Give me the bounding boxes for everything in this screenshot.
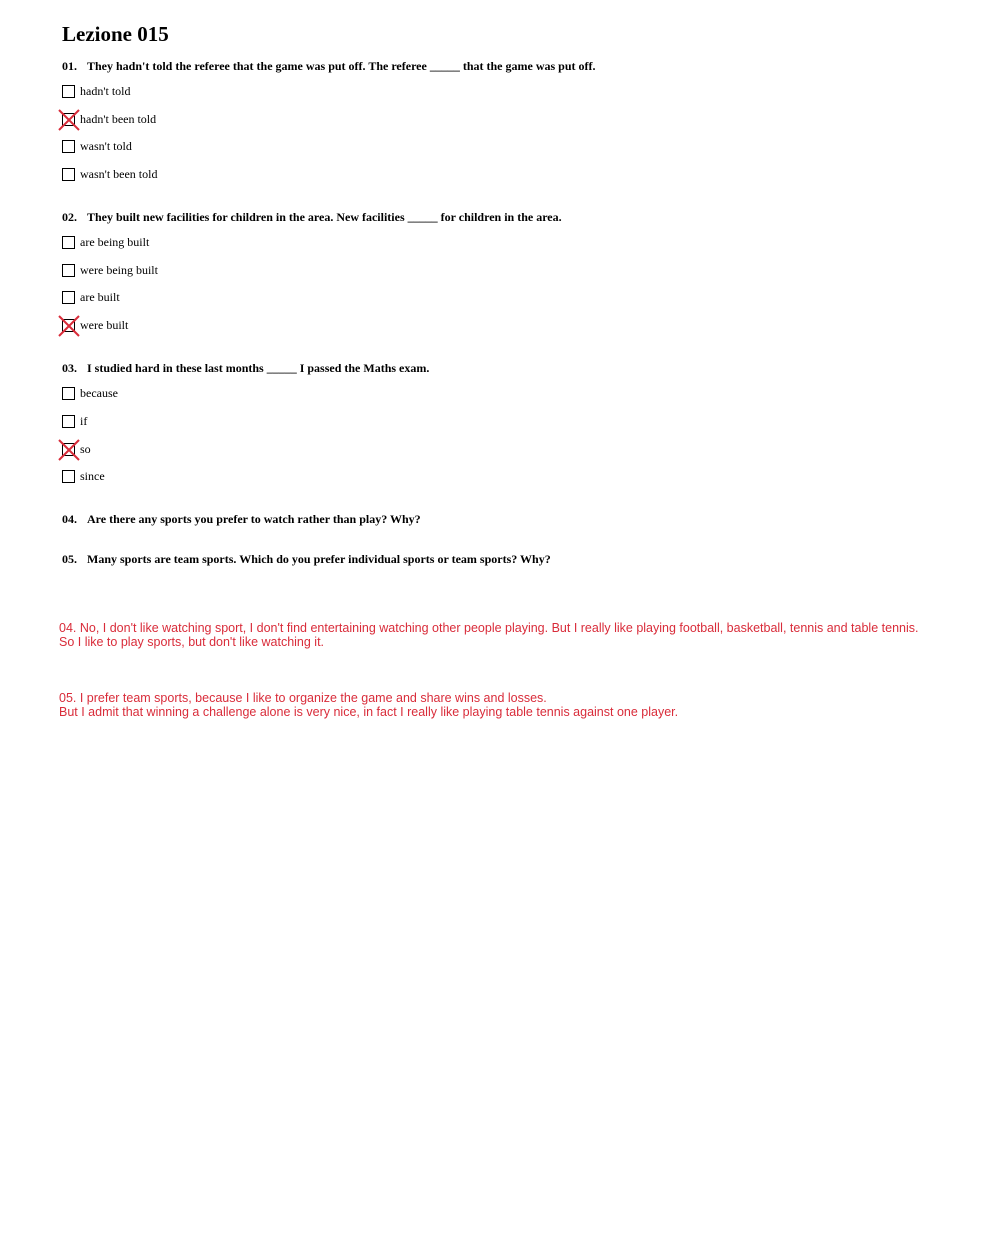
- checkbox[interactable]: [62, 85, 75, 98]
- question-number: 01.: [62, 59, 77, 73]
- answer-04-line-2: So I like to play sports, but don't like watching it.: [59, 635, 325, 649]
- question-text: Are there any sports you prefer to watch rather than play? Why?: [87, 512, 421, 526]
- answer-05-line-2: But I admit that winning a challenge alone is very nice, in fact I really like playing table tennis against one player.: [59, 705, 679, 719]
- question-number: 02.: [62, 210, 77, 224]
- checkbox[interactable]: [62, 113, 75, 126]
- checkbox[interactable]: [62, 470, 75, 483]
- checkbox[interactable]: [62, 236, 75, 249]
- checkbox[interactable]: [62, 168, 75, 181]
- option-label: were being built: [80, 263, 158, 277]
- option-label: wasn't been told: [80, 167, 158, 181]
- option-label: are built: [80, 290, 120, 304]
- option-label: if: [80, 414, 88, 428]
- option-label: wasn't told: [80, 139, 132, 153]
- lesson-title: Lezione 015: [62, 22, 169, 46]
- option-label: hadn't told: [80, 84, 131, 98]
- option-label: hadn't been told: [80, 112, 157, 126]
- question-text: They built new facilities for children in the area. New facilities _____ for children in the area.: [87, 210, 562, 224]
- question-number: 04.: [62, 512, 77, 526]
- question-05: [62, 552, 551, 567]
- question-text: They hadn't told the referee that the game was put off. The referee _____ that the game was put off.: [87, 59, 596, 73]
- question-text: I studied hard in these last months _____ I passed the Maths exam.: [87, 361, 430, 375]
- checkbox[interactable]: [62, 443, 75, 456]
- option-label: since: [80, 469, 105, 483]
- checkbox[interactable]: [62, 319, 75, 332]
- question-03: [62, 361, 429, 376]
- checkbox[interactable]: [62, 415, 75, 428]
- option-label: so: [80, 442, 91, 456]
- option-label: are being built: [80, 235, 150, 249]
- answer-05-line-1: 05. I prefer team sports, because I like to organize the game and share wins and losses.: [59, 691, 547, 705]
- question-04: [62, 512, 421, 527]
- checkbox[interactable]: [62, 264, 75, 277]
- answer-05: [59, 691, 678, 719]
- checkbox[interactable]: [62, 387, 75, 400]
- option-label: were built: [80, 318, 129, 332]
- question-01: [62, 59, 596, 74]
- question-text: Many sports are team sports. Which do you prefer individual sports or team sports? Why?: [87, 552, 551, 566]
- checkbox[interactable]: [62, 140, 75, 153]
- checkbox[interactable]: [62, 291, 75, 304]
- answer-04-line-1: 04. No, I don't like watching sport, I don't find entertaining watching other people playing. But I really like playing football, basketball, tennis and table tennis.: [59, 621, 919, 635]
- question-02: [62, 210, 562, 225]
- option-label: because: [80, 386, 118, 400]
- question-number: 05.: [62, 552, 77, 566]
- question-number: 03.: [62, 361, 77, 375]
- answer-04: [59, 621, 918, 649]
